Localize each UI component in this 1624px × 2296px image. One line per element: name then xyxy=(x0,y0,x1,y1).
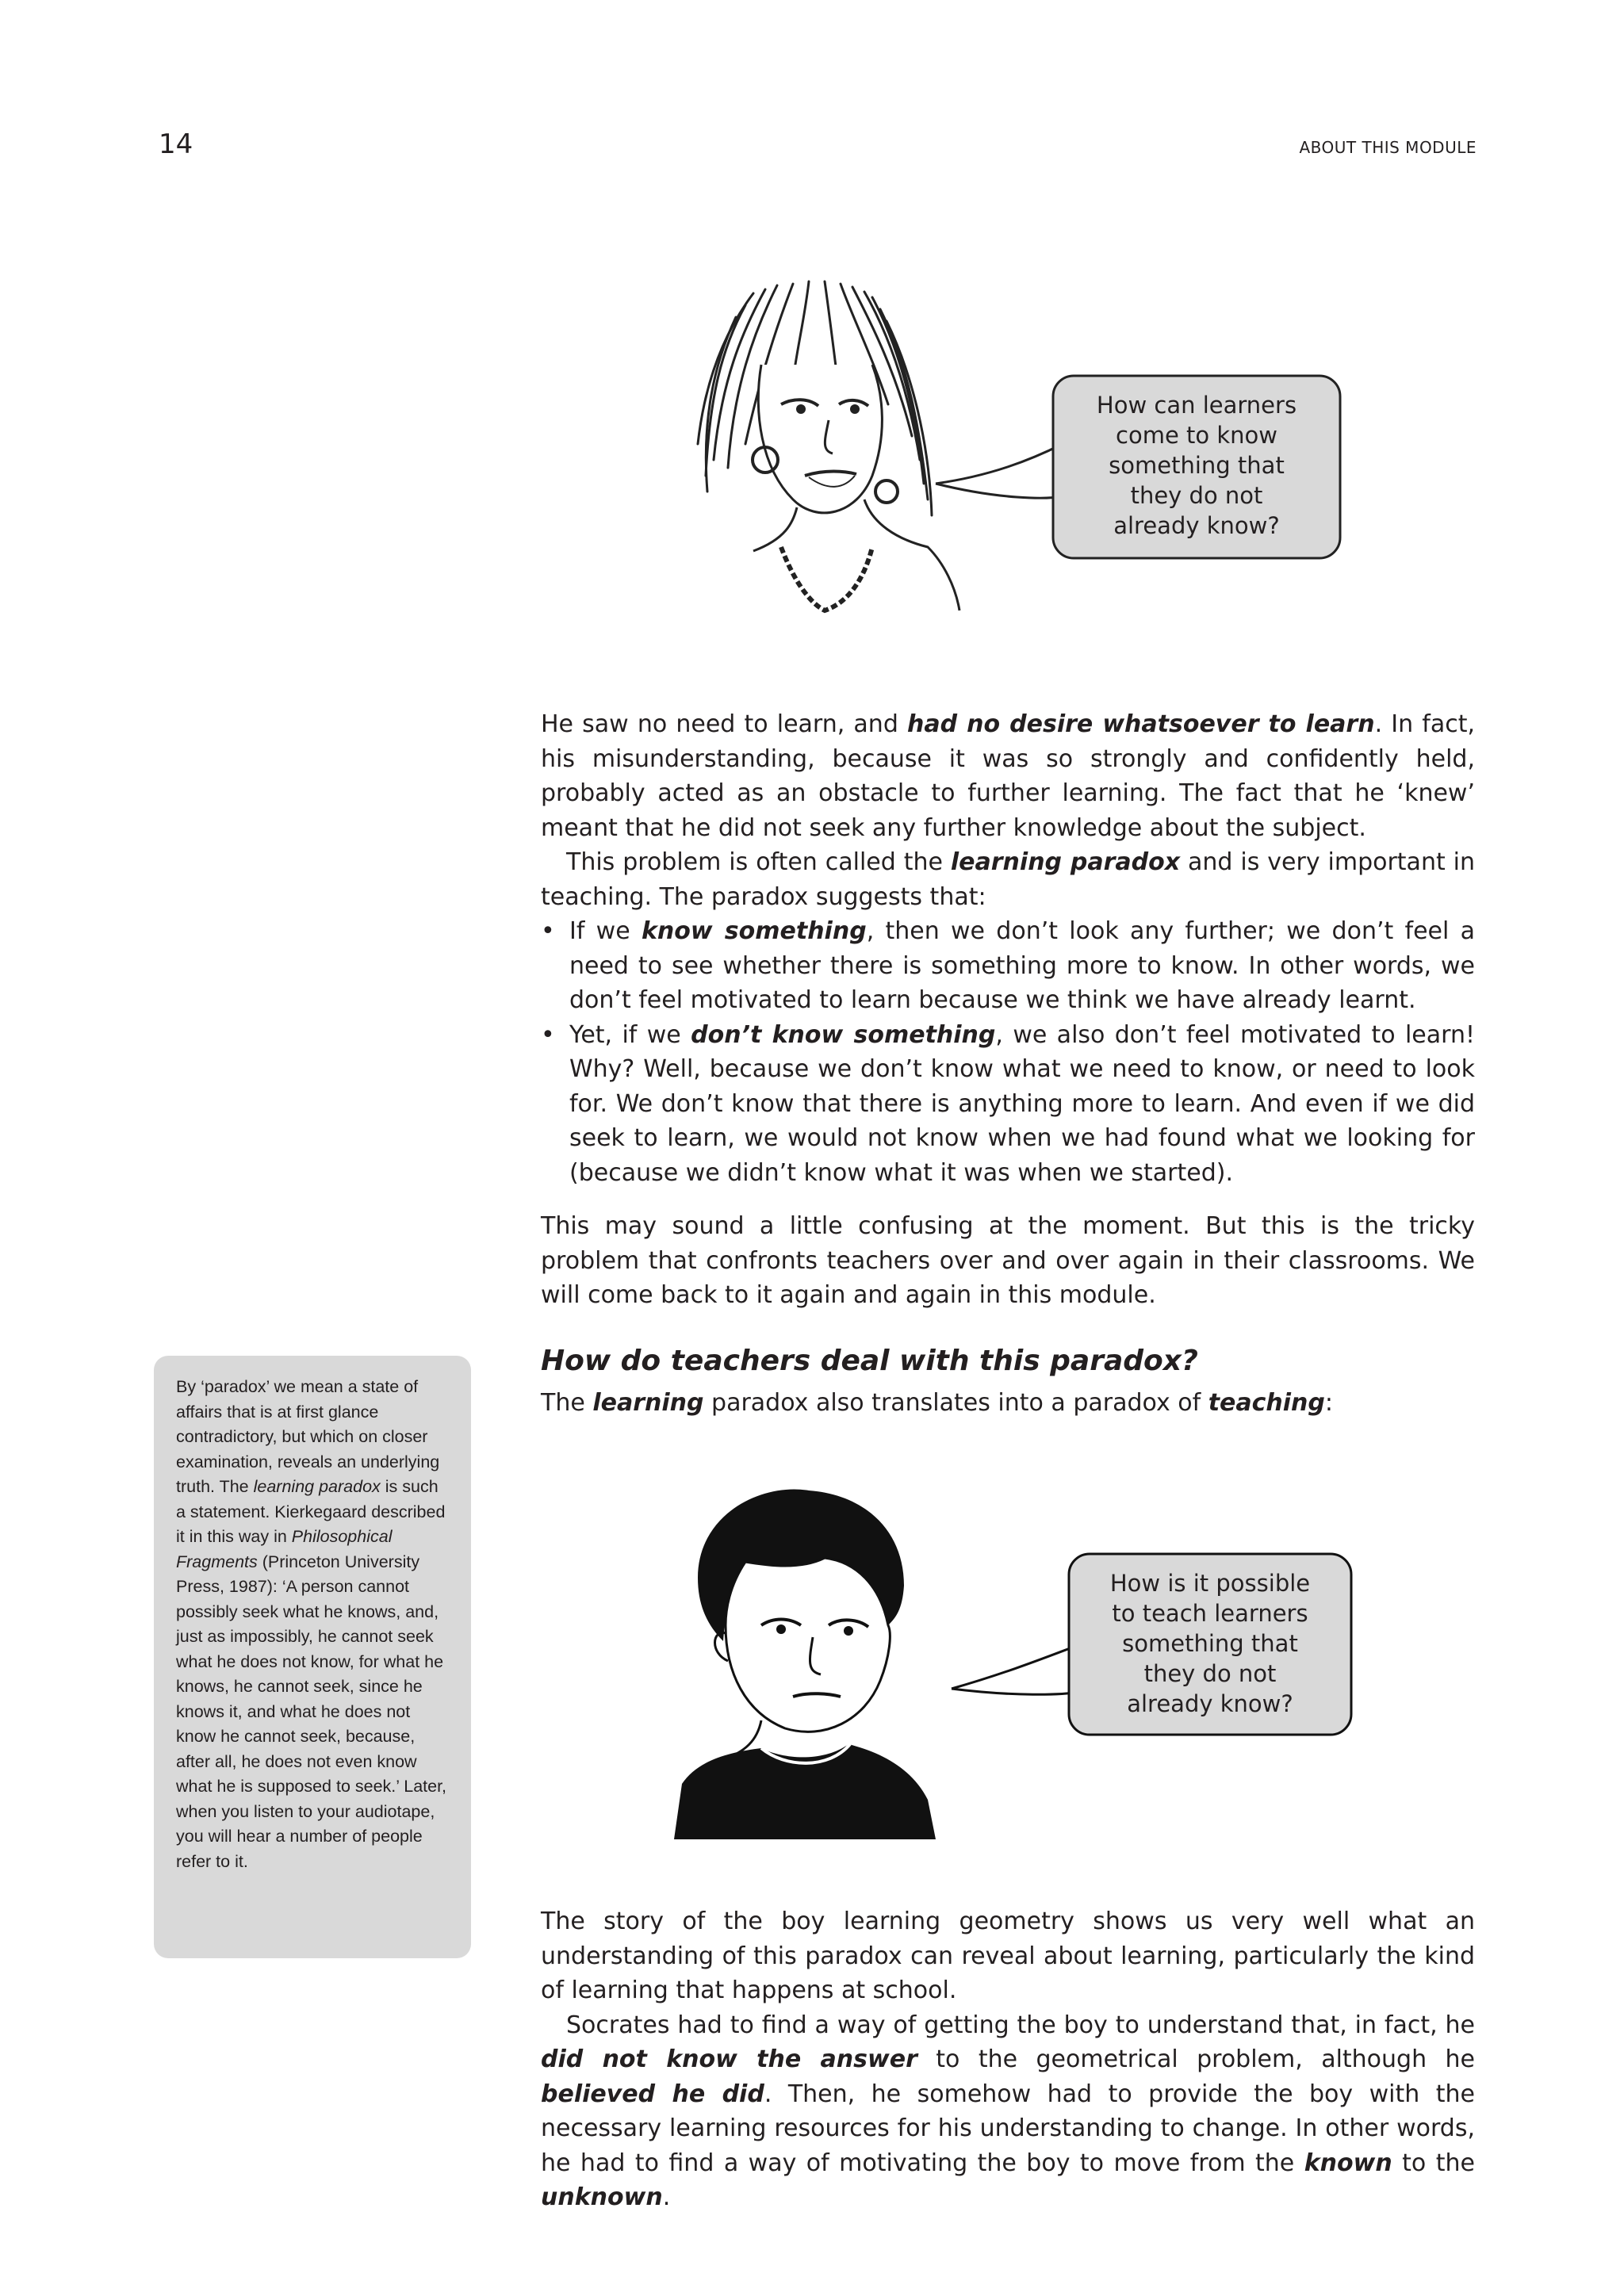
emphasis: Philosophical Fragments xyxy=(176,1527,393,1571)
emphasis: know something xyxy=(641,917,867,945)
bubble-line: come to know xyxy=(1116,422,1277,449)
bullet-list xyxy=(541,914,1475,1190)
bubble-line: How can learners xyxy=(1096,392,1297,419)
text-run: and is very important in teaching. The paradox suggests that: xyxy=(541,848,1475,911)
bubble-line: to teach learners xyxy=(1112,1600,1308,1627)
text-run: . xyxy=(662,2183,671,2211)
text-run: If we xyxy=(569,917,642,945)
running-head: ABOUT THIS MODULE xyxy=(1299,138,1477,157)
emphasis: don’t know something xyxy=(691,1020,996,1049)
emphasis: believed he did xyxy=(541,2080,764,2108)
intro-line xyxy=(541,1389,1333,1417)
emphasis: known xyxy=(1304,2149,1392,2177)
text-run: . Then, he somehow had to provide the boy with the necessary learning resources for his understanding to change. In other words, he had to find a way of motivating the boy to move from the xyxy=(541,2080,1475,2177)
emphasis: did not know the answer xyxy=(541,2045,917,2073)
emphasis: teaching xyxy=(1208,1389,1325,1417)
bubble-line: something that xyxy=(1109,452,1285,479)
text-run: This problem is often called the xyxy=(566,848,951,876)
paragraph xyxy=(541,845,1475,914)
bubble-line: already know? xyxy=(1113,512,1280,539)
text-run: Yet, if we xyxy=(569,1020,691,1049)
text-run: By ‘paradox’ we mean a state of affairs that is at first glance contradictory, but which on closer examination, reveals an underlying truth. The xyxy=(176,1377,440,1496)
text-run: The xyxy=(541,1389,593,1417)
emphasis: learning paradox xyxy=(253,1477,381,1496)
speech-bubble-2 xyxy=(1069,1568,1351,1719)
body-text-top xyxy=(541,707,1475,1190)
text-run: (Princeton University Press, 1987): ‘A person cannot possibly seek what he knows, and, just as impossibly, he cannot seek what he does not know, for what he knows, he cannot seek, since he knows it, and what he does not know he cannot seek, because, after all, he does not even know what he is supposed to seek.’ Later, when you listen to your audiotape, you will hear a number of people refer to it. xyxy=(176,1552,447,1871)
woman-illustration xyxy=(634,262,1348,626)
list-item xyxy=(541,914,1475,1018)
paragraph: The story of the boy learning geometry shows us very well what an understanding of this paradox can reveal about learning, particularly the kind of learning that happens at school. xyxy=(541,1908,1475,2004)
body-text-middle xyxy=(541,1209,1475,1313)
bubble-line: already know? xyxy=(1127,1690,1293,1717)
paragraph: This may sound a little confusing at the moment. But this is the tricky problem that confronts teachers over and over again in their classrooms. We will come back to it again and again in this module. xyxy=(541,1212,1475,1309)
sidebar-text xyxy=(176,1375,449,1874)
text-run: to the xyxy=(1392,2149,1475,2177)
body-text-bottom xyxy=(541,1904,1475,2215)
text-run: Socrates had to find a way of getting the boy to understand that, in fact, he xyxy=(566,2011,1475,2039)
text-run: paradox also translates into a paradox of xyxy=(703,1389,1208,1417)
speech-bubble-1 xyxy=(1053,390,1340,541)
bubble-line: they do not xyxy=(1130,482,1263,509)
text-run: to the geometrical problem, although he xyxy=(917,2045,1476,2073)
text-run: : xyxy=(1324,1389,1333,1417)
emphasis: learning paradox xyxy=(950,848,1181,876)
emphasis: learning xyxy=(592,1389,704,1417)
text-run: He saw no need to learn, and xyxy=(541,710,908,738)
text-run: , we also don’t feel motivated to learn! Why? Well, because we don’t know what we need to know, or need to look for. We don’t know that there is anything more to learn. And even if we did seek to learn, we would not know when we had found what we looking for (because we didn’t know what it was when we started). xyxy=(569,1020,1475,1187)
emphasis: had no desire whatsoever to learn xyxy=(907,710,1375,738)
bullet-icon: • xyxy=(541,917,555,945)
bullet-icon: • xyxy=(541,1020,555,1049)
paragraph xyxy=(541,2008,1475,2215)
section-heading: How do teachers deal with this paradox? xyxy=(541,1345,1198,1377)
paragraph xyxy=(541,707,1475,845)
bubble-line: How is it possible xyxy=(1109,1570,1311,1597)
bubble-line: something that xyxy=(1122,1630,1298,1657)
list-item xyxy=(541,1018,1475,1191)
page-number: 14 xyxy=(159,128,193,160)
sidebar-note xyxy=(154,1356,471,1958)
bubble-line: they do not xyxy=(1143,1660,1277,1687)
emphasis: unknown xyxy=(541,2183,663,2211)
text-run: is such a statement. Kierkegaard described it in this way in xyxy=(176,1477,446,1546)
text-run: . In fact, his misunderstanding, because it was so strongly and confidently held, probably acted as an obstacle to further learning. The fact that he ‘knew’ meant that he did not seek any further knowledge about the subject. xyxy=(541,710,1476,842)
text-run: , then we don’t look any further; we don’t feel a need to see whether there is something more to know. In other words, we don’t feel motivated to learn because we think we have already learnt. xyxy=(569,917,1476,1014)
boy-illustration xyxy=(650,1467,1364,1847)
